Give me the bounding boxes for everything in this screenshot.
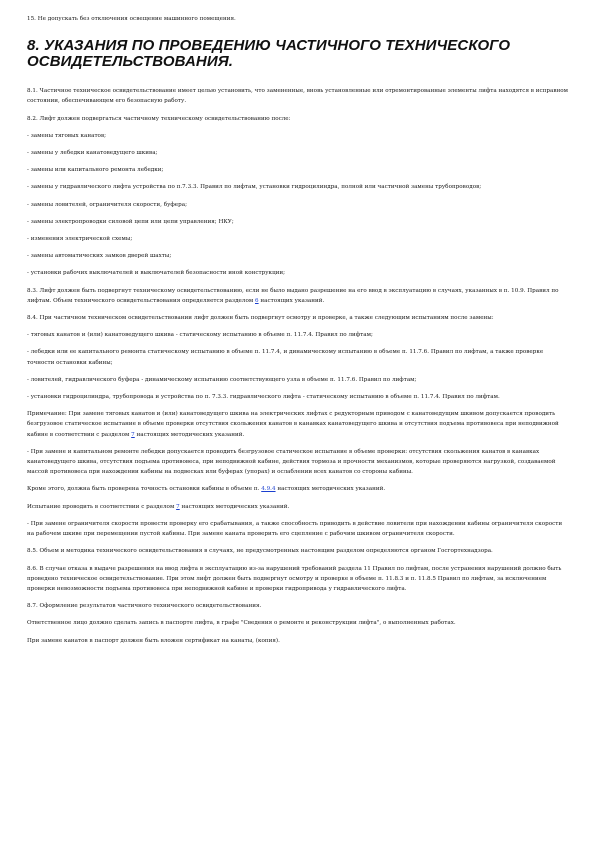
paragraph-8-1: 8.1. Частичное техническое освидетельствование имеет целью установить, что замененные, вновь установленные или отремонтированные элементы лифта находятся в исправном состоянии, обеспечивающем его безопасную работу. — [27, 88, 569, 105]
section-link[interactable]: 4.9.4 — [261, 486, 276, 493]
paragraph-text: Примечание: При замене тяговых канатов и (или) канатоведущего шкива на электрических лифтах с редукторным приводом с канатоведущим шкивом допускается проводить безгрузовое статическое испытание в объеме проверки отсутствия скольжения канатов в канавках канатоведущего шкива и отсутствия подъема противовеса при неподвижной кабине в соответствии с разделом — [27, 411, 559, 438]
list-item: - тяговых канатов и (или) канатоведущего шкива - статическому испытанию в объеме п. 11.7.4. Правил по лифтам; — [27, 332, 373, 339]
list-item: - замены у лебедки канатоведущего шкива; — [27, 150, 158, 157]
paragraph-record: Ответственное лицо должно сделать запись в паспорте лифта, в графе "Сведения о ремонте и реконструкции лифта", о выполненных работах. — [27, 620, 456, 627]
paragraph-8-6: 8.6. В случае отказа в выдаче разрешения на ввод лифта в эксплуатацию из-за нарушений требований раздела 11 Правил по лифтам, после устранения нарушений должно быть проведено техническое освидетельствование. При этом лифт должен быть подвергнут осмотру и проверке в объеме п. 11.8.3 и п. 11.8.5 Правил по лифтам, за исключением проверки невозможности подъема противовеса при неподвижной кабине и проверки гидропривода у гидравлического лифта. — [27, 565, 562, 592]
list-item: - лебедки или ее капитального ремонта статическому испытанию в объеме п. 11.7.4, и динамическому испытанию в объеме п. 11.7.6. Правил по лифтам, а также проверке точности остановки кабины; — [27, 349, 544, 366]
section-link[interactable]: 6 — [255, 297, 259, 304]
paragraph-text: 8.3. Лифт должен быть подвергнут техническому освидетельствованию, если не было выдано разрешение на его ввод в эксплуатацию в случаях, указанных в п. 10.9. Правил по лифтам. Объем технического освидетельствования определяется разделом — [27, 287, 559, 304]
paragraph-8-5: 8.5. Объем и методика технического освидетельствования в случаях, не предусмотренных настоящим разделом определяются органом Госгортехнадзора. — [27, 548, 493, 555]
paragraph-cert: При замене канатов в паспорт должен быть вложен сертификат на канаты, (копия). — [27, 637, 280, 644]
list-item: - установки гидроцилиндра, трубопровода и устройства по п. 7.3.3. гидравлического лифта - статическому испытанию в объеме п. 11.7.4. Правил по лифтам. — [27, 394, 500, 401]
note-paragraph-winch: - При замене и капитальном ремонте лебедки допускается проводить безгрузовое статическое испытание в объеме проверки: отсутствия скольжения канатов в канавках канатоведущего шкива, отсутствия подъема противовеса, при неподвижной кабине, действия тормоза и прочности механизмов, которые проверяются нагрузкой, создаваемой массой противовеса при нахождении кабины на подвесках или буферах (упорах) и ослаблении всех канатов со стороны кабины. — [27, 448, 556, 476]
list-item: - установки рабочих выключателей и выключателей безопасности иной конструкции; — [27, 270, 286, 277]
section-link[interactable]: 7 — [176, 503, 180, 510]
section-link[interactable]: 7 — [131, 431, 135, 438]
list-item: - замены или капитального ремонта лебедки; — [27, 167, 164, 174]
paragraph-test — [27, 502, 570, 512]
list-item: - замены ловителей, ограничителя скорости, буфера; — [27, 201, 187, 208]
paragraph-8-2: 8.2. Лифт должен подвергаться частичному техническому освидетельствованию после: — [27, 115, 291, 122]
paragraph-8-7: 8.7. Оформление результатов частичного технического освидетельствования. — [27, 603, 262, 610]
paragraph-limiter: - При замене ограничителя скорости провести проверку его срабатывания, а также способность приводить в действие ловители при нахождении кабины ограничителя скорости на рабочем шкиве при перемещении пустой кабины. При замене каната проверить его сцепление с рабочим шкивом ограничителя скорости. — [27, 520, 563, 538]
list-item: - изменения электрической схемы; — [27, 236, 133, 243]
paragraph-text: Испытание проводить в соответствии с разделом — [27, 503, 177, 510]
section-heading: 8. УКАЗАНИЯ ПО ПРОВЕДЕНИЮ ЧАСТИЧНОГО ТЕХНИЧЕСКОГО ОСВИДЕТЕЛЬСТВОВАНИЯ. — [27, 37, 511, 71]
list-item: - ловителей, гидравлического буфера - динамическому испытанию соответствующего узла в объеме п. 11.7.6. Правил по лифтам; — [27, 376, 417, 383]
list-item: - замены электропроводки силовой цепи или цепи управления; НКУ; — [27, 218, 234, 225]
paragraph-text: настоящих методических указаний. — [179, 503, 290, 510]
list-item: - замены автоматических замков дверей шахты; — [27, 253, 172, 260]
top-line: 15. Не допускать без отключения освещение машинного помещения. — [27, 16, 236, 22]
paragraph-text: настоящих методических указаний. — [134, 431, 245, 438]
paragraph-text: Кроме этого, должна быть проверена точность остановки кабины в объеме п. — [27, 486, 262, 493]
list-item: - замены тяговых канатов; — [27, 132, 107, 139]
list-item: - замены у гидравлического лифта устройства по п.7.3.3. Правил по лифтам, установки гидроцилиндра, полной или частичной замены трубопроводов; — [27, 184, 482, 191]
paragraph-8-3 — [27, 286, 570, 306]
paragraph-text: настоящих указаний. — [258, 297, 325, 304]
paragraph-text: настоящих методических указаний. — [275, 486, 386, 493]
paragraph-8-4: 8.4. При частичном техническом освидетельствовании лифт должен быть подвергнут осмотру и проверке, а также следующим испытаниям после замены: — [27, 315, 494, 322]
document-page — [27, 14, 570, 646]
note-paragraph — [27, 409, 570, 440]
paragraph-check — [27, 484, 570, 494]
